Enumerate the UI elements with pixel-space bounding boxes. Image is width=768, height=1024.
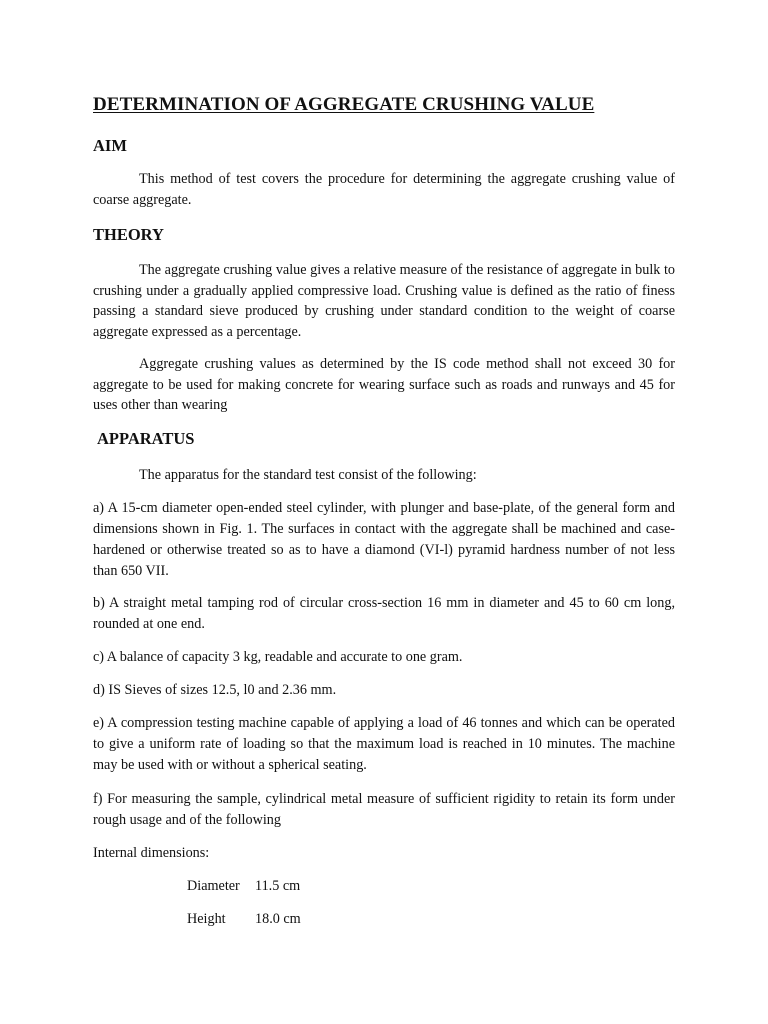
- dimension-label: Height: [187, 911, 226, 927]
- dimension-value: 18.0 cm: [255, 911, 301, 927]
- internal-dimensions-label: Internal dimensions:: [93, 845, 210, 861]
- theory-paragraph-1: The aggregate crushing value gives a relative measure of the resistance of aggregate in bulk to crushing under a gradually applied compressive load. Crushing value is defined as the ratio of finess passing a standard sieve produced by crushing under standard condition to the weight of coarse aggregate expressed as a percentage.: [93, 262, 675, 340]
- section-heading-apparatus: APPARATUS: [97, 429, 195, 448]
- aim-paragraph: This method of test covers the procedure for determining the aggregate crushing value of coarse aggregate.: [93, 171, 675, 208]
- apparatus-item-d: d) IS Sieves of sizes 12.5, l0 and 2.36 mm.: [93, 682, 337, 698]
- apparatus-intro: The apparatus for the standard test consist of the following:: [139, 467, 477, 483]
- section-heading-theory: THEORY: [93, 225, 164, 244]
- apparatus-item-f: f) For measuring the sample, cylindrical metal measure of sufficient rigidity to retain its form under rough usage and of the following: [93, 791, 675, 828]
- section-heading-aim: AIM: [93, 136, 127, 155]
- apparatus-item-c: c) A balance of capacity 3 kg, readable and accurate to one gram.: [93, 649, 463, 665]
- apparatus-item-b: b) A straight metal tamping rod of circular cross-section 16 mm in diameter and 45 to 60 cm long, rounded at one end.: [93, 595, 675, 632]
- apparatus-item-e: e) A compression testing machine capable of applying a load of 46 tonnes and which can be operated to give a uniform rate of loading so that the maximum load is reached in 10 minutes. The machine may be used with or without a spherical seating.: [93, 715, 675, 773]
- document-title: DETERMINATION OF AGGREGATE CRUSHING VALUE: [93, 94, 595, 115]
- dimension-row-height: [187, 911, 301, 928]
- dimension-value: 11.5 cm: [255, 878, 301, 894]
- dimension-label: Diameter: [187, 878, 240, 894]
- apparatus-item-a: a) A 15-cm diameter open-ended steel cylinder, with plunger and base-plate, of the general form and dimensions shown in Fig. 1. The surfaces in contact with the aggregate shall be machined and case-hardened or otherwise treated so as to have a diamond (VI-l) pyramid hardness number of not less than 650 VII.: [93, 500, 675, 579]
- dimension-row-diameter: [187, 878, 300, 895]
- theory-paragraph-2: Aggregate crushing values as determined by the IS code method shall not exceed 30 for aggregate to be used for making concrete for wearing surface such as roads and runways and 45 for uses other than wearing: [93, 356, 675, 414]
